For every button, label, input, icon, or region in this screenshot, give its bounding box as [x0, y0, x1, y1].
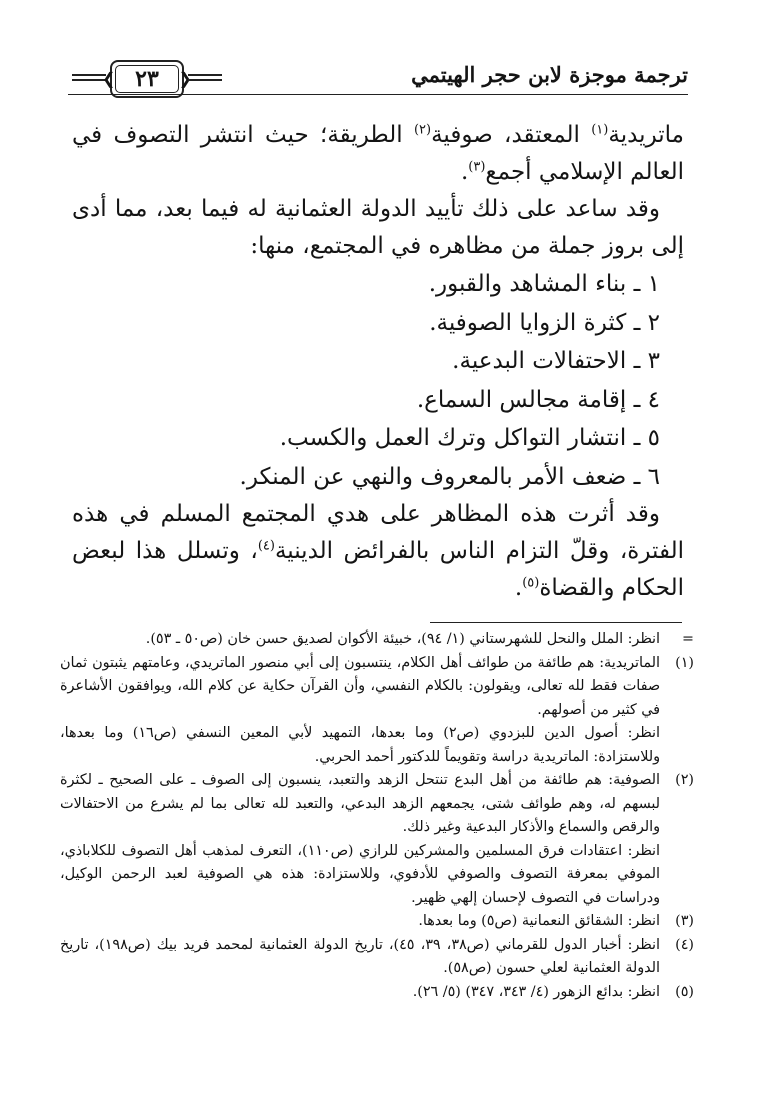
list-item: ٥ ـ انتشار التواكل وترك العمل والكسب. [279, 425, 660, 451]
footnotes [60, 628, 694, 1004]
footnote-marker: = [682, 631, 694, 647]
text-span: ماتريدية [608, 122, 684, 148]
footnote-text: الصوفية: هم طائفة من أهل البدع تنتحل الزهد والتعبد، ينسبون إلى الصوف ـ على الصحيح ـ لكثرة لبسهم له، وهم طوائف شتى، يجمعهم الزهد البدعي، والتعبد لله تعالى بما لم يشرع من الاحتفالات والرقص والسماع والأذكار البدعية وغير ذلك. [60, 772, 660, 835]
footnote-ref-4[interactable]: (٤) [257, 538, 275, 554]
footnote-marker: (٢) [675, 772, 694, 788]
text-span: ، وتسلل هذا لبعض الحكام والقضاة [72, 538, 684, 601]
page-header [68, 60, 688, 104]
ornament-curl-right-icon: ❯ [178, 69, 192, 88]
footnote-text: انظر: الملل والنحل للشهرستاني (١/ ٩٤)، خبيئة الأكوان لصديق حسن خان (ص٥٠ ـ ٥٣). [145, 631, 660, 647]
main-text [72, 117, 684, 607]
running-title: ترجمة موجزة لابن حجر الهيتمي [411, 62, 688, 87]
text-span: المعتقد، صوفية [431, 122, 592, 148]
footnote-ref-3[interactable]: (٣) [468, 159, 486, 175]
footnote-ref-1[interactable]: (١) [591, 122, 609, 138]
footnote-text: انظر: الشقائق النعمانية (ص٥) وما بعدها. [418, 913, 660, 929]
footnote-text: انظر: أخبار الدول للقرماني (ص٣٨، ٣٩، ٤٥)، تاريخ الدولة العثمانية لمحمد فريد بيك (ص١٩٨)، تاريخ الدولة العثمانية لعلي حسون (ص٥٨). [60, 936, 660, 976]
footnote-continuation [60, 628, 694, 652]
text-span: الطريقة؛ حيث انتشر التصوف في العالم الإسلامي أجمع [72, 122, 684, 185]
footnote-5 [60, 981, 694, 1005]
footnote-marker: (٣) [675, 913, 694, 929]
footnote-text: الماتريدية: هم طائفة من طوائف أهل الكلام، ينتسبون إلى أبي منصور الماتريدي، وعامتهم يثبتون ثمان صفات فقط لله تعالى، ويقولون: بالكلام النفسي، وأن القرآن حكاية عن كلام الله، ويوافقون الأشاعرة في كثير من أصولهم. [60, 654, 660, 718]
footnote-text: انظر: بدائع الزهور (٤/ ٣٤٣، ٣٤٧) (٥/ ٢٦). [412, 983, 660, 1000]
list-item: ٢ ـ كثرة الزوايا الصوفية. [429, 309, 660, 336]
footnote-ref-2[interactable]: (٢) [413, 122, 432, 138]
footnote-marker: (٥) [675, 983, 694, 1000]
footnote-text: انظر: أصول الدين للبزدوي (ص٢) وما بعدها، التمهيد لأبي المعين النسفي (ص١٦) وما بعدها، وللاستزادة: الماتريدية دراسة وتقويماً للدكتور أحمد الحربي. [60, 725, 660, 765]
footnote-4 [60, 934, 694, 981]
paragraph-2: وقد ساعد على ذلك تأييد الدولة العثمانية له فيما بعد، مما أدى إلى بروز جملة من مظاهره في المجتمع، منها: [72, 196, 684, 259]
footnote-1 [60, 652, 694, 770]
list-item: ١ ـ بناء المشاهد والقبور. [428, 271, 660, 297]
footnote-2 [60, 769, 694, 910]
list-item: ٤ ـ إقامة مجالس السماع. [416, 386, 660, 413]
ornament-frame [102, 60, 192, 98]
ornament-lines-right [188, 73, 222, 83]
text-span: . [514, 575, 523, 601]
phenomena-list [72, 265, 684, 496]
ornament-curl-left-icon: ❮ [102, 69, 116, 88]
footnote-marker: (٤) [675, 936, 694, 953]
footnote-marker: (١) [675, 654, 694, 671]
page-number-ornament [72, 58, 222, 98]
footnote-3 [60, 910, 694, 934]
page-number: ٢٣ [135, 66, 159, 92]
paragraph-3 [72, 496, 684, 607]
footnote-text: انظر: اعتقادات فرق المسلمين والمشركين للرازي (ص١١٠)، التعرف لمذهب أهل التصوف للكلاباذي، الموفي بمعرفة التصوف والصوفي للأدفوي، وللاستزادة: هذه هي الصوفية لعبد الرحمن الوكيل، ودراسات في التصوف لإحسان إلهي ظهير. [60, 842, 661, 906]
paragraph-1 [72, 117, 684, 191]
list-item: ٣ ـ الاحتفالات البدعية. [452, 348, 660, 374]
ornament-lines-left [72, 73, 106, 83]
footnote-ref-5[interactable]: (٥) [522, 575, 540, 591]
list-item: ٦ ـ ضعف الأمر بالمعروف والنهي عن المنكر. [239, 463, 660, 490]
text-span: وقد أثرت هذه المظاهر على هدي المجتمع المسلم في هذه الفترة، وقلّ التزام الناس بالفرائض الدينية [72, 501, 684, 564]
footnote-separator [430, 622, 682, 623]
text-span: . [460, 159, 469, 185]
